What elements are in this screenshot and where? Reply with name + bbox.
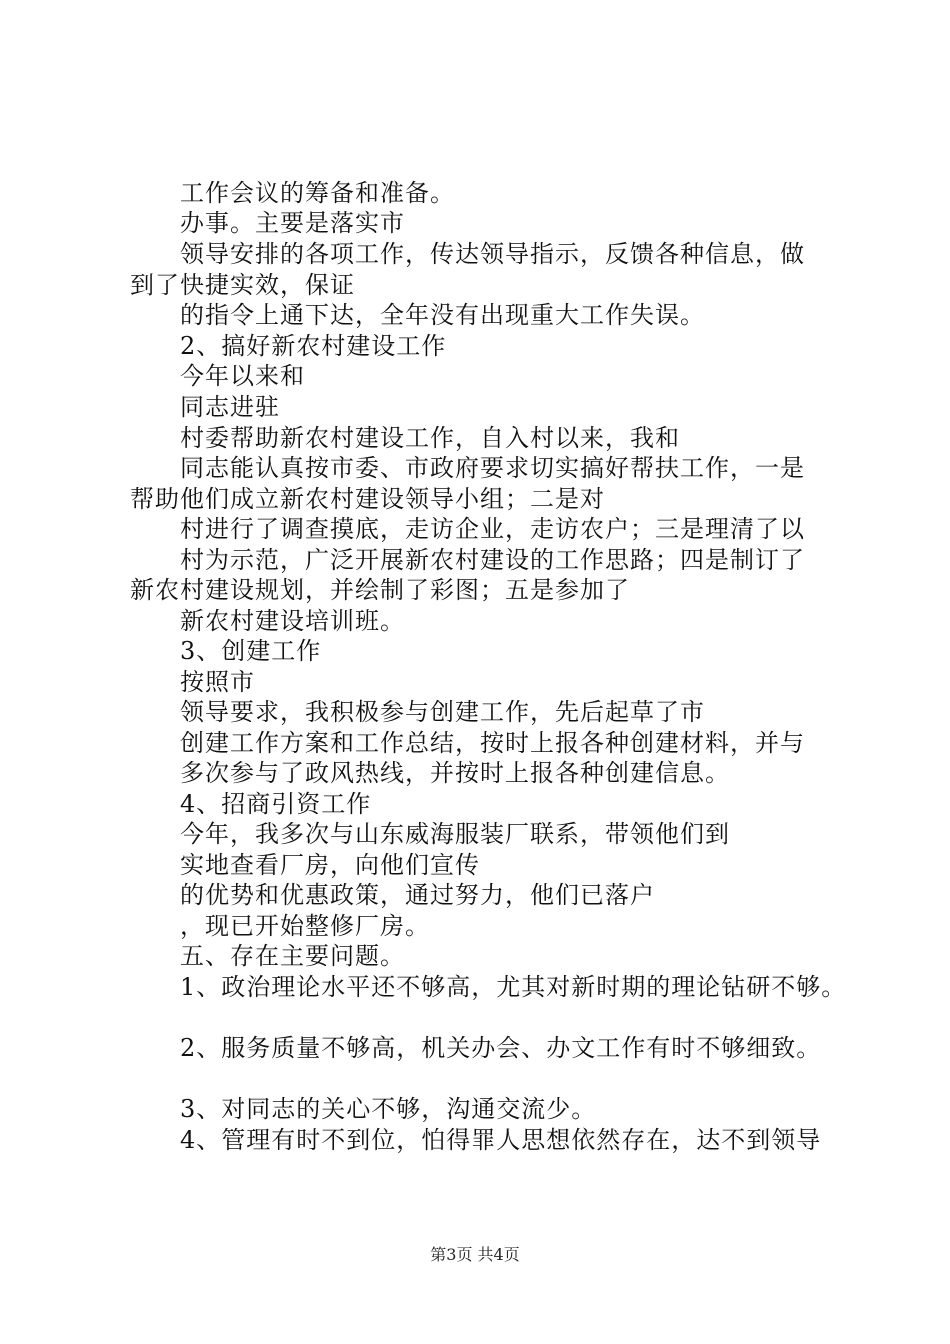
text-line: 工作会议的筹备和准备。: [180, 179, 455, 207]
page-number-footer: 第3页 共4页: [430, 1245, 520, 1264]
text-line: 到了快捷实效，保证: [130, 271, 355, 299]
text-line: 领导安排的各项工作，传达领导指示，反馈各种信息，做: [180, 240, 805, 268]
text-line: 办事。主要是落实市: [180, 209, 405, 237]
text-line: 新农村建设规划，并绘制了彩图；五是参加了: [130, 576, 630, 604]
text-line: 按照市: [180, 668, 255, 696]
text-line: 同志进驻: [180, 393, 280, 421]
list-item: 2、服务质量不够高，机关办会、办文工作有时不够细致。: [180, 1034, 822, 1062]
text-line: 村进行了调查摸底，走访企业，走访农户；三是理清了以: [180, 515, 805, 543]
list-item: 4、管理有时不到位，怕得罪人思想依然存在，达不到领导: [180, 1126, 822, 1154]
text-line: 的指令上通下达，全年没有出现重大工作失误。: [180, 301, 705, 329]
text-line: 创建工作方案和工作总结，按时上报各种创建材料，并与: [180, 729, 805, 757]
list-item: 1、政治理论水平还不够高，尤其对新时期的理论钻研不够。: [180, 973, 847, 1001]
list-item: 3、对同志的关心不够，沟通交流少。: [180, 1095, 597, 1123]
section-heading: 五、存在主要问题。: [180, 942, 405, 970]
text-line: 多次参与了政风热线，并按时上报各种创建信息。: [180, 759, 730, 787]
text-line: 村为示范，广泛开展新农村建设的工作思路；四是制订了: [180, 546, 805, 574]
section-heading: 3、创建工作: [180, 637, 322, 665]
text-line: 帮助他们成立新农村建设领导小组；二是对: [130, 485, 605, 513]
section-heading: 2、搞好新农村建设工作: [180, 332, 447, 360]
text-line: 实地查看厂房，向他们宣传: [180, 851, 480, 879]
text-line: 新农村建设培训班。: [180, 607, 405, 635]
text-line: 今年，我多次与山东威海服装厂联系，带领他们到: [180, 820, 730, 848]
text-line: 领导要求，我积极参与创建工作，先后起草了市: [180, 698, 705, 726]
text-line: 的优势和优惠政策，通过努力，他们已落户: [180, 881, 655, 909]
text-line: 今年以来和: [180, 362, 305, 390]
section-heading: 4、招商引资工作: [180, 790, 372, 818]
text-line: ，现已开始整修厂房。: [180, 912, 430, 940]
text-line: 同志能认真按市委、市政府要求切实搞好帮扶工作，一是: [180, 454, 805, 482]
text-line: 村委帮助新农村建设工作，自入村以来，我和: [180, 424, 680, 452]
